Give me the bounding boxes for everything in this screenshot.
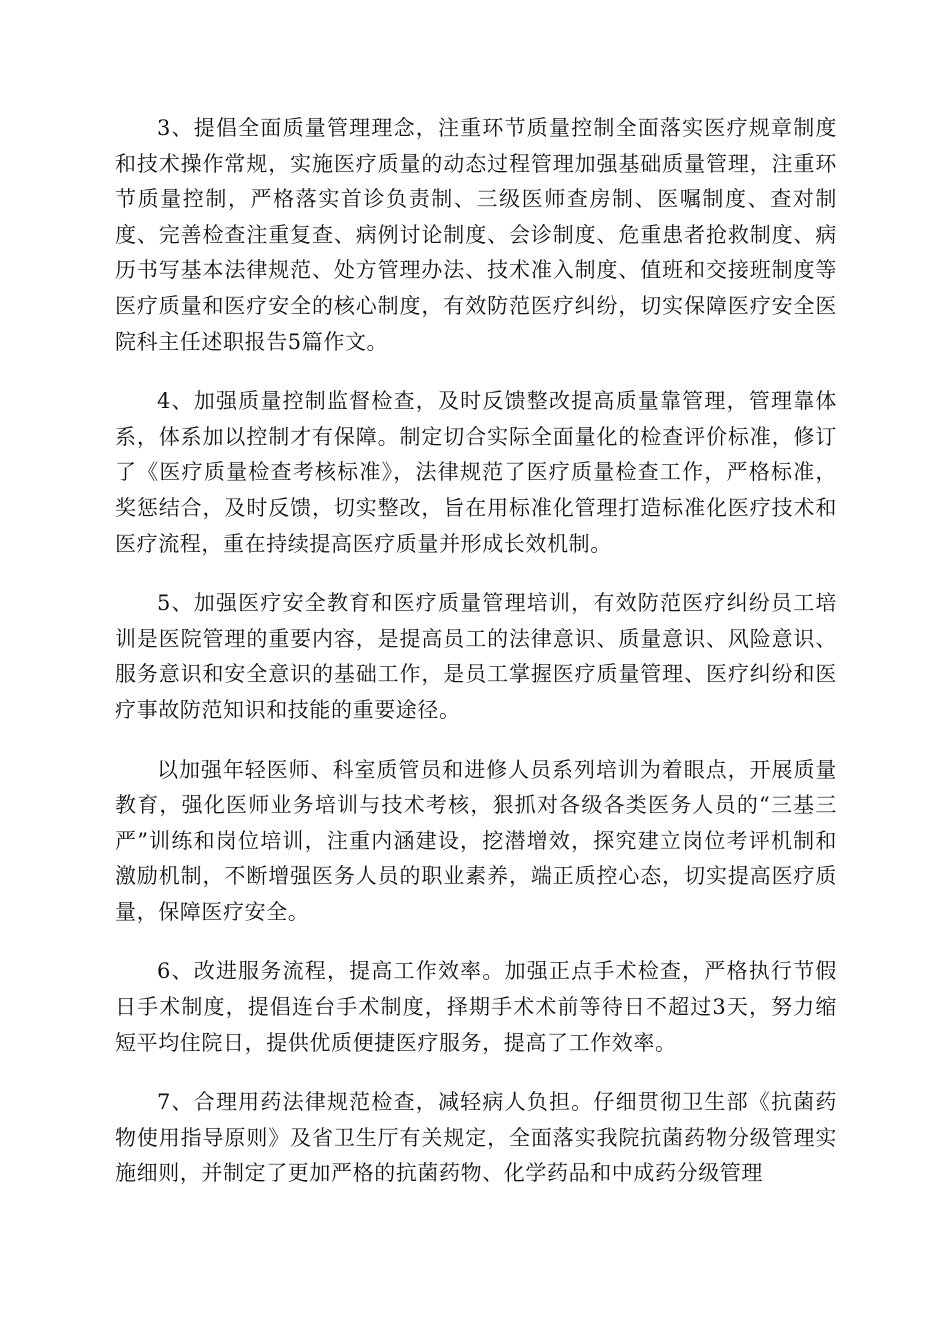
document-body <box>115 111 837 1216</box>
paragraph-item-4: 4、加强质量控制监督检查，及时反馈整改提高质量靠管理，管理靠体系，体系加以控制才有保障。制定切合实际全面量化的检查评价标准，修订了《医疗质量检查考核标准》，法律规范了医疗质量检查工作，严格标准，奖惩结合，及时反馈，切实整改，旨在用标准化管理打造标准化医疗技术和医疗流程，重在持续提高医疗质量并形成长效机制。 <box>115 389 837 556</box>
paragraph-training-focus: 以加强年轻医师、科室质管员和进修人员系列培训为着眼点，开展质量教育，强化医师业务培训与技术考核，狠抓对各级各类医务人员的“三基三严”训练和岗位培训，注重内涵建设，挖潜增效，探究建立岗位考评机制和激励机制，不断增强医务人员的职业素养，端正质控心态，切实提高医疗质量，保障医疗安全。 <box>115 757 837 924</box>
paragraph-item-3: 3、提倡全面质量管理理念，注重环节质量控制全面落实医疗规章制度和技术操作常规，实施医疗质量的动态过程管理加强基础质量管理，注重环节质量控制，严格落实首诊负责制、三级医师查房制、医嘱制度、查对制度、完善检查注重复查、病例讨论制度、会诊制度、危重患者抢救制度、病历书写基本法律规范、处方管理办法、技术准入制度、值班和交接班制度等医疗质量和医疗安全的核心制度，有效防范医疗纠纷，切实保障医疗安全医院科主任述职报告5篇作文。 <box>115 116 837 354</box>
paragraph-item-6: 6、改进服务流程，提高工作效率。加强正点手术检查，严格执行节假日手术制度，提倡连台手术制度，择期手术术前等待日不超过3天，努力缩短平均住院日，提供优质便捷医疗服务，提高了工作效率。 <box>115 959 837 1055</box>
paragraph-item-5: 5、加强医疗安全教育和医疗质量管理培训，有效防范医疗纠纷员工培训是医院管理的重要内容，是提高员工的法律意识、质量意识、风险意识、服务意识和安全意识的基础工作，是员工掌握医疗质量管理、医疗纠纷和医疗事故防范知识和技能的重要途径。 <box>115 591 837 722</box>
paragraph-item-7: 7、合理用药法律规范检查，减轻病人负担。仔细贯彻卫生部《抗菌药物使用指导原则》及省卫生厅有关规定，全面落实我院抗菌药物分级管理实施细则，并制定了更加严格的抗菌药物、化学药品和中成药分级管理 <box>115 1090 837 1186</box>
